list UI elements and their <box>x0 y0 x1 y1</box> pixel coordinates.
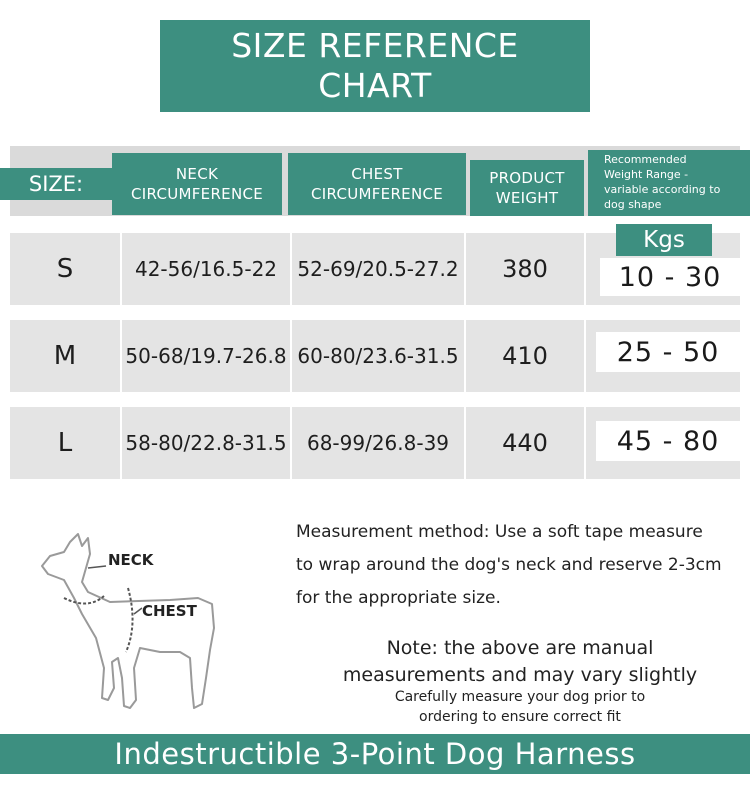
size-header: SIZE: <box>0 168 112 200</box>
product-weight-header-line1: PRODUCT <box>489 169 565 187</box>
product-weight-cell: 380 <box>502 255 548 283</box>
kgs-label: Kgs <box>616 224 712 256</box>
neck-cell: 50-68/19.7-26.8 <box>125 344 287 368</box>
size-cell: S <box>56 254 74 284</box>
recommended-line2: Weight Range - <box>604 168 689 181</box>
footer-banner: Indestructible 3-Point Dog Harness <box>0 734 750 774</box>
chart-title-line1: SIZE REFERENCE <box>231 26 519 65</box>
weight-range-cell: 45 - 80 <box>596 421 740 461</box>
product-weight-cell: 440 <box>502 429 548 457</box>
chest-header-line2: CIRCUMFERENCE <box>310 185 444 203</box>
chest-header-line1: CHEST <box>351 165 403 183</box>
neck-cell: 42-56/16.5-22 <box>134 257 278 281</box>
neck-header <box>112 153 282 215</box>
measurement-method <box>296 516 736 615</box>
size-cell: M <box>53 341 77 371</box>
recommended-line1: Recommended <box>604 153 687 166</box>
chest-header <box>288 153 466 215</box>
chart-title-line2: CHART <box>318 66 432 105</box>
recommended-weight-header <box>588 150 750 216</box>
neck-cell: 58-80/22.8-31.5 <box>125 431 287 455</box>
note-line3: Carefully measure your dog prior to <box>394 689 646 705</box>
product-weight-header-line2: WEIGHT <box>495 189 559 207</box>
note-main <box>300 635 740 689</box>
note-line2: measurements and may vary slightly <box>342 664 698 686</box>
chest-cell: 52-69/20.5-27.2 <box>297 257 459 281</box>
chest-cell: 68-99/26.8-39 <box>306 431 450 455</box>
note-line4: ordering to ensure correct fit <box>419 709 621 725</box>
recommended-line4: dog shape <box>604 198 662 211</box>
neck-header-line2: CIRCUMFERENCE <box>130 185 264 203</box>
product-weight-cell: 410 <box>502 342 548 370</box>
dog-neck-label: NECK <box>108 551 154 569</box>
chart-title <box>160 20 590 112</box>
weight-range-cell: 25 - 50 <box>596 332 740 372</box>
product-weight-header <box>470 160 584 216</box>
weight-range-cell: 10 - 30 <box>600 258 740 296</box>
measurement-line3: for the appropriate size. <box>296 588 501 608</box>
measurement-line1: Measurement method: Use a soft tape measure <box>296 522 703 542</box>
size-cell: L <box>57 428 73 458</box>
neck-header-line1: NECK <box>175 165 219 183</box>
measurement-line2: to wrap around the dog's neck and reserve 2-3cm <box>296 555 722 575</box>
note-line1: Note: the above are manual <box>386 637 654 659</box>
dog-chest-label: CHEST <box>142 602 197 620</box>
chest-cell: 60-80/23.6-31.5 <box>297 344 459 368</box>
note-sub <box>300 687 740 727</box>
recommended-line3: variable according to <box>604 183 721 196</box>
